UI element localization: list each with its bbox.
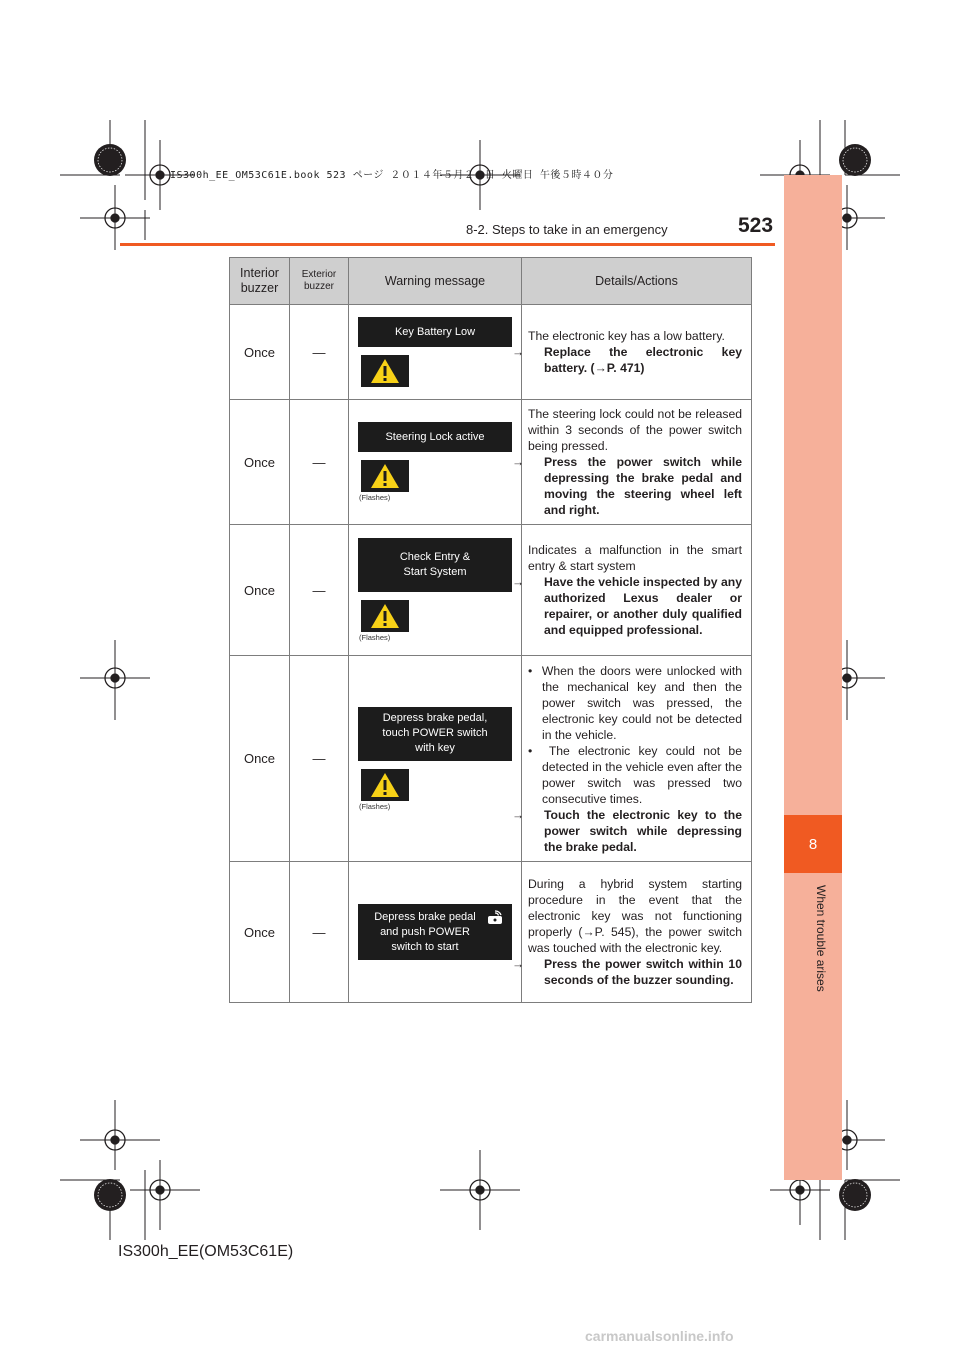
details-cell: [512, 656, 752, 862]
display-message: [358, 904, 512, 960]
table-row: [230, 400, 752, 525]
interior-buzzer-cell: Once: [230, 862, 290, 1003]
warning-triangle-icon: [370, 772, 400, 798]
details-cell: [512, 400, 752, 525]
watermark: carmanualsonline.info: [585, 1328, 734, 1344]
details-cell: [512, 862, 752, 1003]
warning-message-cell: [349, 525, 522, 656]
interior-buzzer-cell: Once: [230, 400, 290, 525]
table-row: [230, 305, 752, 400]
header-details-actions: Details/Actions: [522, 258, 752, 305]
flashes-note: (Flashes): [359, 493, 391, 502]
details-cell: [512, 525, 752, 656]
details-text: The electronic key has a low battery.: [528, 329, 725, 343]
table-row: [230, 656, 752, 862]
bullet-item: • The electronic key could not be detected in the vehicle even after the power switch was pressed two consecutive times.: [528, 743, 742, 806]
header-interior-buzzer: Interior buzzer: [230, 258, 290, 305]
warning-light: [361, 355, 409, 387]
action-text: → Replace the electronic key battery. (→P. 471): [512, 345, 742, 375]
details-text: Indicates a malfunction in the smart entry & start system: [528, 543, 742, 573]
header-warning-message: Warning message: [349, 258, 522, 305]
interior-buzzer-cell: Once: [230, 525, 290, 656]
model-code: IS300h_EE(OM53C61E): [118, 1243, 294, 1260]
details-cell: [512, 305, 752, 400]
action-text: → Touch the electronic key to the power switch while depressing the brake pedal.: [512, 807, 742, 854]
warning-triangle-icon: [370, 463, 400, 489]
action-text: → Press the power switch while depressing the brake pedal and moving the steering wheel left and right.: [512, 455, 742, 517]
table-header-row: [230, 258, 752, 305]
display-message: Depress brake pedal, touch POWER switch with key: [358, 707, 512, 761]
section-title: 8-2. Steps to take in an emergency: [466, 222, 668, 237]
key-icon: [486, 910, 504, 926]
details-text: The steering lock could not be released within 3 seconds of the power switch being pressed.: [528, 407, 742, 453]
warning-light: [361, 460, 409, 492]
exterior-buzzer-cell: —: [290, 525, 349, 656]
table-row: [230, 525, 752, 656]
details-text: During a hybrid system starting procedure in the event that the electronic key was not functioning properly (→P. 545), the power switch was touched with the electronic key.: [528, 877, 742, 955]
chapter-title: When trouble arises: [814, 885, 828, 992]
print-header: IS300h_EE_OM53C61E.book 523 ページ ２０１４年５月２０日 火曜日 午後５時４０分: [170, 170, 614, 181]
exterior-buzzer-cell: —: [290, 656, 349, 862]
exterior-buzzer-cell: —: [290, 305, 349, 400]
display-message: Check Entry & Start System: [358, 538, 512, 592]
interior-buzzer-cell: Once: [230, 305, 290, 400]
display-message: Key Battery Low: [358, 317, 512, 347]
warning-table: [229, 257, 752, 1003]
header-exterior-buzzer: Exterior buzzer: [290, 258, 349, 305]
flashes-note: (Flashes): [359, 801, 391, 811]
side-strip: [784, 175, 842, 1180]
warning-message-cell: [349, 305, 522, 400]
chapter-number: 8: [784, 815, 842, 873]
warning-message-cell: [349, 862, 522, 1003]
warning-light: [361, 600, 409, 632]
page-number: 523: [738, 214, 774, 237]
warning-triangle-icon: [370, 603, 400, 629]
action-text: → Press the power switch within 10 seconds of the buzzer sounding.: [512, 957, 742, 987]
warning-light: [361, 769, 409, 801]
warning-message-cell: [349, 656, 522, 862]
display-message: Steering Lock active: [358, 422, 512, 452]
exterior-buzzer-cell: —: [290, 400, 349, 525]
header-rule: [120, 243, 775, 246]
table-row: [230, 862, 752, 1003]
action-text: → Have the vehicle inspected by any authorized Lexus dealer or repairer, or another duly qualified and equipped professional.: [512, 575, 742, 637]
warning-message-cell: [349, 400, 522, 525]
bullet-item: • When the doors were unlocked with the mechanical key and then the power switch was pressed, the electronic key could not be detected in the vehicle.: [528, 663, 743, 742]
warning-triangle-icon: [370, 358, 400, 384]
display-message-text: Depress brake pedal and push POWER switch to start: [374, 910, 476, 953]
flashes-note: (Flashes): [359, 633, 391, 642]
interior-buzzer-cell: Once: [230, 656, 290, 862]
exterior-buzzer-cell: —: [290, 862, 349, 1003]
